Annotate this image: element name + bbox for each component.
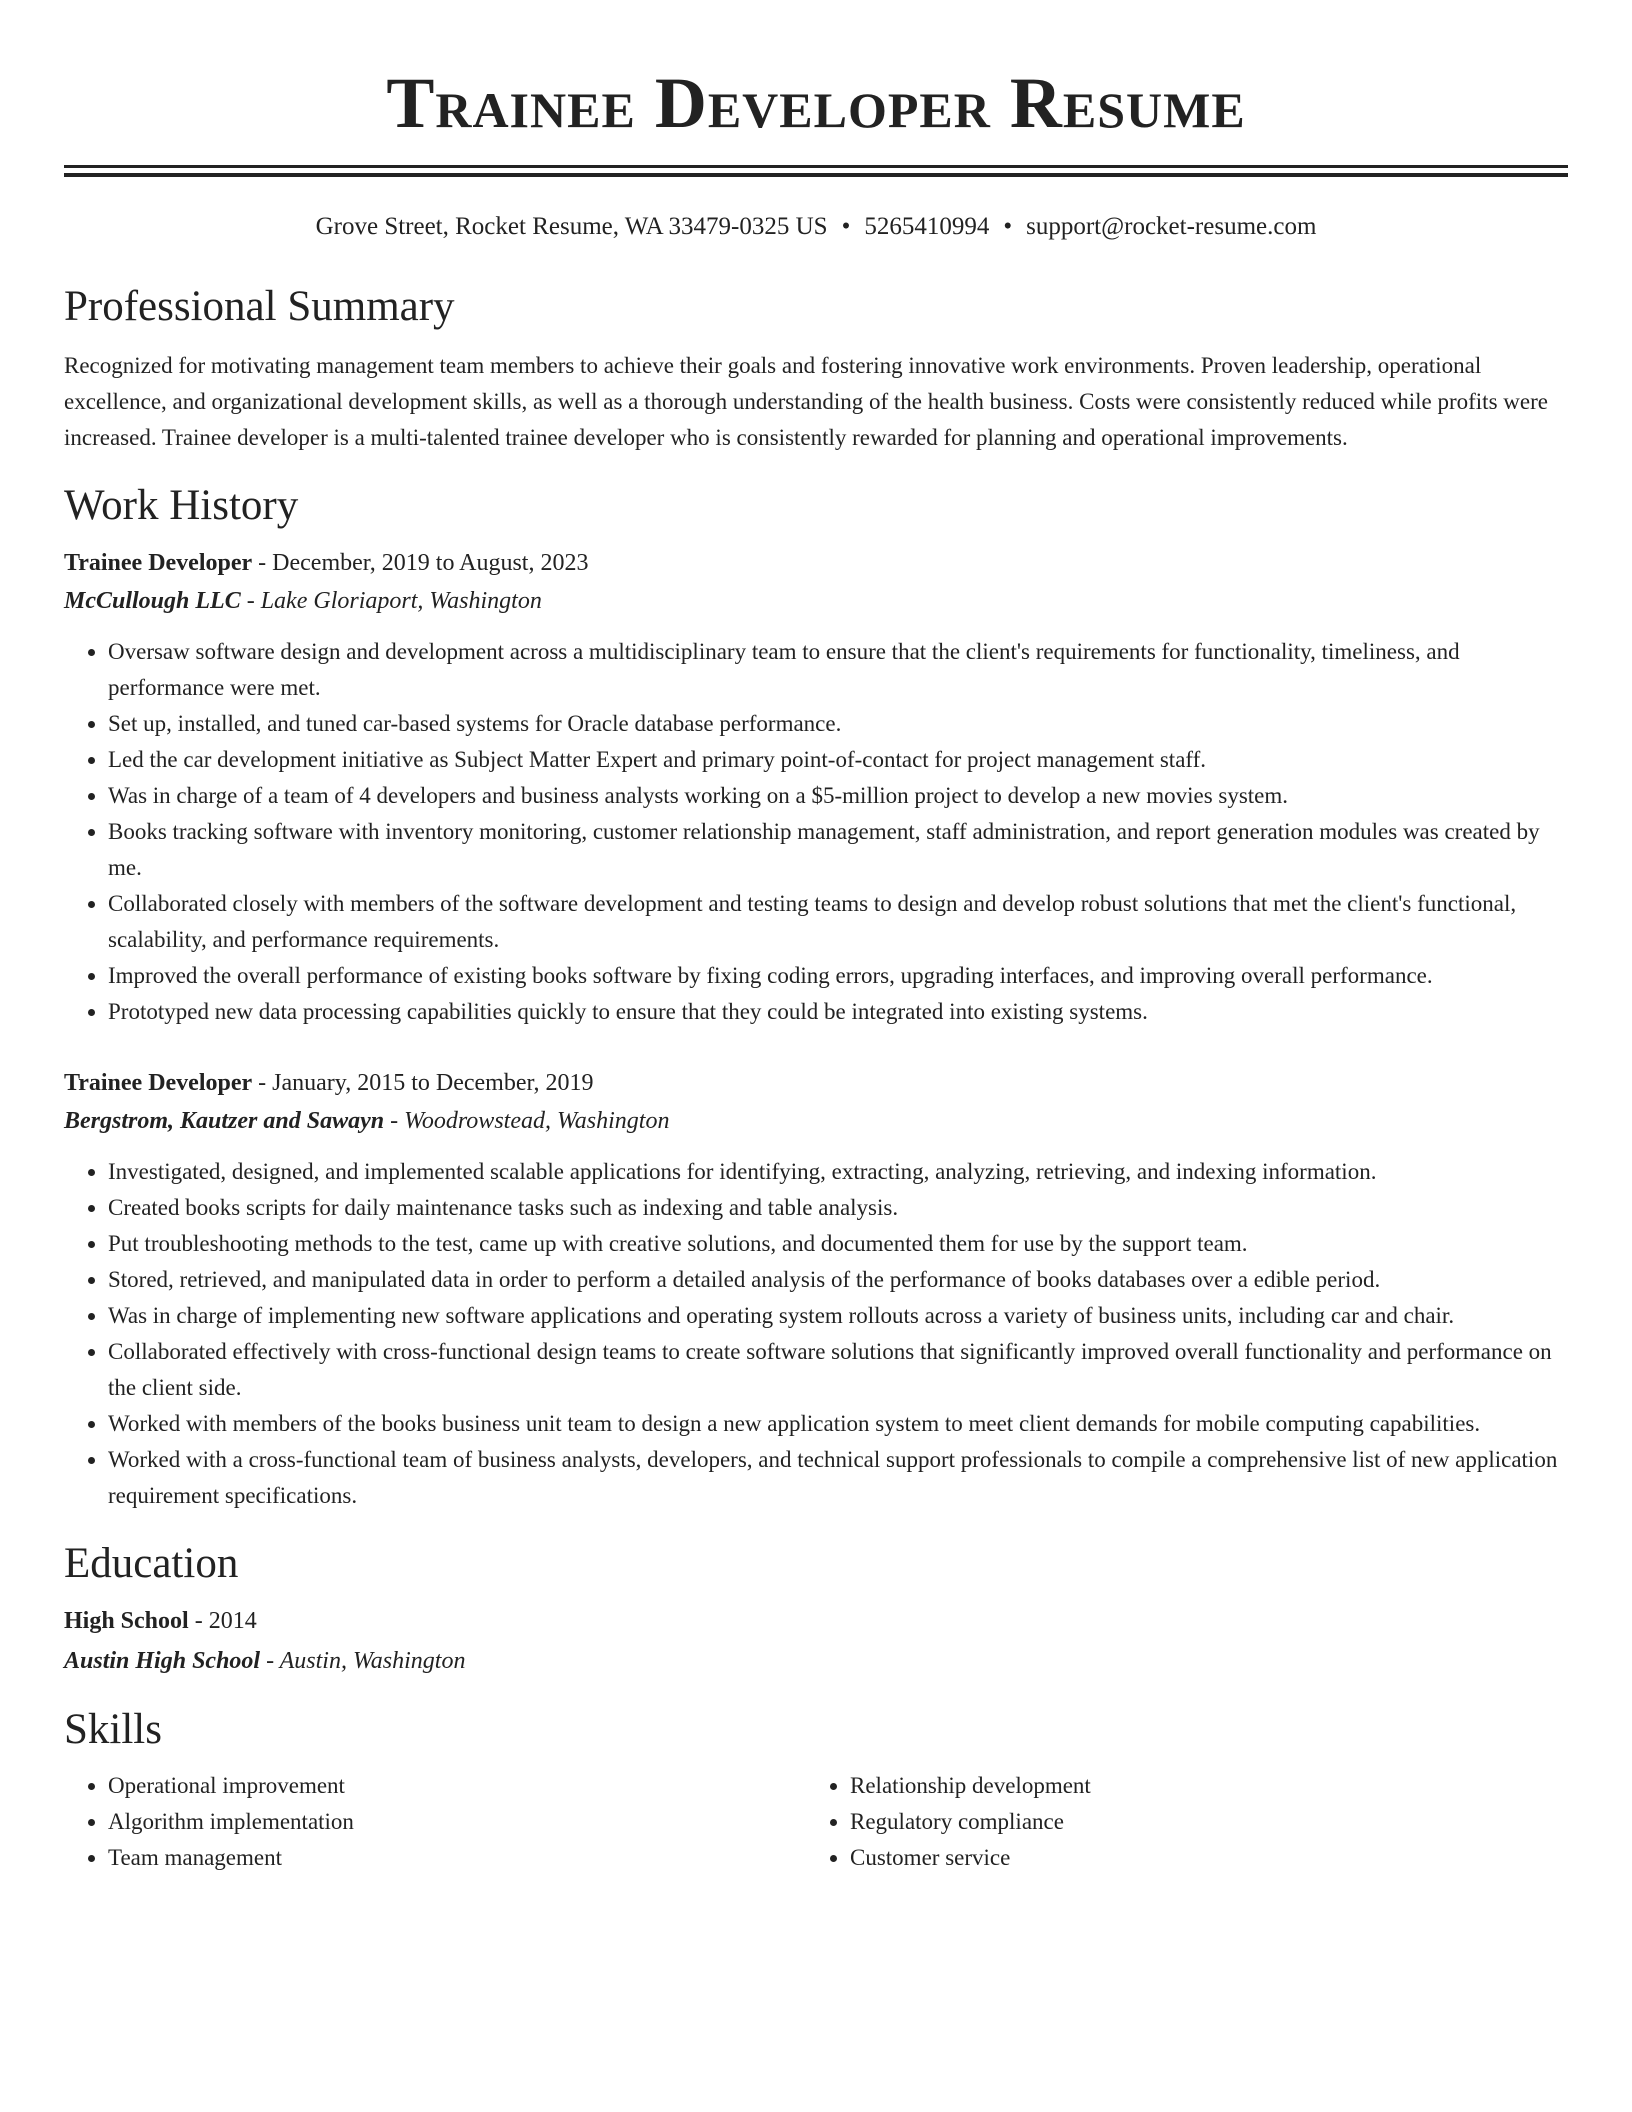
job-company: Bergstrom, Kautzer and Sawayn — [64, 1108, 385, 1134]
list-item: • Improved the overall performance of existing books software by fixing coding errors, upgrading interfaces, and improving overall performance. — [108, 958, 1568, 994]
list-item: • Investigated, designed, and implemented scalable applications for identifying, extracting, analyzing, retrieving, and indexing information. — [108, 1154, 1568, 1190]
resume-title: Trainee Developer Resume — [386, 63, 1246, 143]
job-title-line — [64, 544, 1568, 582]
job-bullets — [64, 634, 1568, 1030]
education-school: Austin High School — [64, 1648, 261, 1674]
list-item: • Prototyped new data processing capabilities quickly to ensure that they could be integrated into existing systems. — [108, 994, 1568, 1030]
summary-heading: Professional Summary — [64, 283, 455, 330]
contact-address: Grove Street, Rocket Resume, WA 33479-0325 US — [315, 213, 828, 240]
job-role: Trainee Developer — [64, 550, 253, 576]
contact-line — [64, 211, 1568, 243]
job-company: McCullough LLC — [64, 588, 241, 614]
education-location: - Austin, Washington — [260, 1648, 466, 1674]
skill-item: • Regulatory compliance — [850, 1804, 1548, 1840]
education-heading: Education — [64, 1540, 239, 1587]
list-item: • Put troubleshooting methods to the test, came up with creative solutions, and documented them for use by the support team. — [108, 1226, 1568, 1262]
job-entry — [64, 544, 1568, 1030]
education-year: - 2014 — [188, 1608, 257, 1634]
job-dates: - January, 2015 to December, 2019 — [252, 1070, 594, 1096]
skill-item: • Algorithm implementation — [108, 1804, 806, 1840]
job-role: Trainee Developer — [64, 1070, 253, 1096]
list-item: • Worked with members of the books business unit team to design a new application system to meet client demands for mobile computing capabilities. — [108, 1406, 1568, 1442]
list-item: • Set up, installed, and tuned car-based systems for Oracle database performance. — [108, 706, 1568, 742]
contact-separator: • — [841, 213, 851, 240]
list-item: • Worked with a cross-functional team of business analysts, developers, and technical support professionals to compile a comprehensive list of new application requirement specifications. — [108, 1442, 1568, 1514]
list-item: • Oversaw software design and development across a multidisciplinary team to ensure that the client's requirements for functionality, timeliness, and performance were met. — [108, 634, 1568, 706]
summary-text: Recognized for motivating management team members to achieve their goals and fostering innovative work environments. Proven leadership, operational excellence, and organizational development skills, as well as a thorough understanding of the health business. Costs were consistently reduced while profits were increased. Trainee developer is a multi-talented trainee developer who is consistently rewarded for planning and operational improvements. — [64, 353, 1548, 450]
skill-item: • Operational improvement — [108, 1768, 806, 1804]
education-entry — [64, 1602, 1568, 1680]
skill-item: • Relationship development — [850, 1768, 1548, 1804]
job-title-line — [64, 1064, 1568, 1102]
skill-item: • Customer service — [850, 1840, 1548, 1876]
education-degree-line — [64, 1602, 1568, 1640]
skills-column-right — [806, 1768, 1548, 1876]
contact-phone: 5265410994 — [864, 213, 990, 240]
job-location: - Woodrowstead, Washington — [384, 1108, 670, 1134]
list-item: • Was in charge of a team of 4 developers and business analysts working on a $5-million project to develop a new movies system. — [108, 778, 1568, 814]
contact-separator: • — [1003, 213, 1013, 240]
list-item: • Books tracking software with inventory monitoring, customer relationship management, staff administration, and report generation modules was created by me. — [108, 814, 1568, 886]
skill-item: • Team management — [108, 1840, 806, 1876]
list-item: • Stored, retrieved, and manipulated data in order to perform a detailed analysis of the performance of books databases over a edible period. — [108, 1262, 1568, 1298]
job-company-line — [64, 1102, 1568, 1140]
contact-email: support@rocket-resume.com — [1026, 213, 1317, 240]
work-history-heading: Work History — [64, 482, 299, 529]
skills-heading: Skills — [64, 1706, 162, 1753]
list-item: • Created books scripts for daily maintenance tasks such as indexing and table analysis. — [108, 1190, 1568, 1226]
list-item: • Led the car development initiative as Subject Matter Expert and primary point-of-contact for project management staff. — [108, 742, 1568, 778]
job-company-line — [64, 582, 1568, 620]
job-bullets — [64, 1154, 1568, 1514]
job-location: - Lake Gloriaport, Washington — [240, 588, 542, 614]
education-school-line — [64, 1642, 1568, 1680]
title-divider — [64, 165, 1568, 177]
skills-grid — [64, 1768, 1568, 1876]
list-item: • Was in charge of implementing new software applications and operating system rollouts across a variety of business units, including car and chair. — [108, 1298, 1568, 1334]
job-dates: - December, 2019 to August, 2023 — [252, 550, 589, 576]
list-item: • Collaborated effectively with cross-functional design teams to create software solutions that significantly improved overall functionality and performance on the client side. — [108, 1334, 1568, 1406]
education-degree: High School — [64, 1608, 189, 1634]
list-item: • Collaborated closely with members of the software development and testing teams to design and develop robust solutions that met the client's functional, scalability, and performance requirements. — [108, 886, 1568, 958]
job-entry — [64, 1064, 1568, 1514]
skills-column-left — [64, 1768, 806, 1876]
